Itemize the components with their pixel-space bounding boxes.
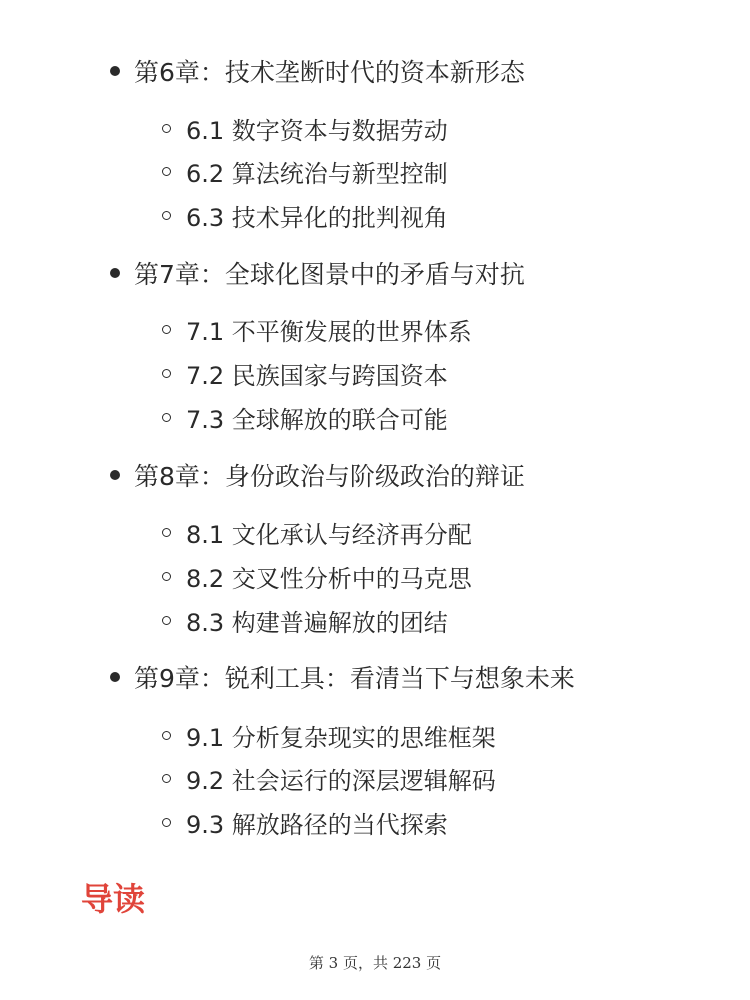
section-title: 7.2 民族国家与跨国资本 <box>186 361 448 390</box>
toc-section-9-3[interactable] <box>162 802 448 842</box>
bullet-icon <box>110 470 120 480</box>
toc-section-8-1[interactable] <box>162 512 472 552</box>
circle-bullet-icon <box>162 167 171 176</box>
bullet-icon <box>110 268 120 278</box>
section-title: 9.2 社会运行的深层逻辑解码 <box>186 766 496 795</box>
circle-bullet-icon <box>162 528 171 537</box>
chapter-title: 第6章：技术垄断时代的资本新形态 <box>134 58 525 87</box>
section-title: 9.1 分析复杂现实的思维框架 <box>186 723 496 752</box>
toc-section-8-3[interactable] <box>162 600 448 640</box>
toc-chapter-8[interactable] <box>110 455 525 495</box>
toc-section-9-2[interactable] <box>162 758 496 798</box>
toc-section-9-1[interactable] <box>162 715 496 755</box>
circle-bullet-icon <box>162 774 171 783</box>
toc-chapter-7[interactable] <box>110 253 525 293</box>
section-title: 8.3 构建普遍解放的团结 <box>186 608 448 637</box>
circle-bullet-icon <box>162 818 171 827</box>
circle-bullet-icon <box>162 616 171 625</box>
circle-bullet-icon <box>162 369 171 378</box>
circle-bullet-icon <box>162 731 171 740</box>
chapter-title: 第8章：身份政治与阶级政治的辩证 <box>134 462 525 491</box>
circle-bullet-icon <box>162 572 171 581</box>
section-title: 7.3 全球解放的联合可能 <box>186 405 448 434</box>
page-number: 第 3 页，共 223 页 <box>308 954 442 972</box>
chapter-title: 第9章：锐利工具：看清当下与想象未来 <box>134 664 575 693</box>
bullet-icon <box>110 672 120 682</box>
section-title: 6.1 数字资本与数据劳动 <box>186 116 448 145</box>
toc-section-6-3[interactable] <box>162 195 448 235</box>
toc-chapter-6[interactable] <box>110 51 525 91</box>
section-title: 9.3 解放路径的当代探索 <box>186 810 448 839</box>
section-title: 6.2 算法统治与新型控制 <box>186 159 448 188</box>
section-title: 8.1 文化承认与经济再分配 <box>186 520 472 549</box>
toc-section-6-2[interactable] <box>162 151 448 191</box>
toc-section-6-1[interactable] <box>162 108 448 148</box>
section-title: 8.2 交叉性分析中的马克思 <box>186 564 472 593</box>
section-title: 7.1 不平衡发展的世界体系 <box>186 317 472 346</box>
toc-section-7-3[interactable] <box>162 397 448 437</box>
section-title: 6.3 技术异化的批判视角 <box>186 203 448 232</box>
toc-section-7-2[interactable] <box>162 353 448 393</box>
circle-bullet-icon <box>162 124 171 133</box>
section-heading: 导读 <box>81 880 146 918</box>
toc-section-8-2[interactable] <box>162 556 472 596</box>
chapter-title: 第7章：全球化图景中的矛盾与对抗 <box>134 260 525 289</box>
bullet-icon <box>110 66 120 76</box>
circle-bullet-icon <box>162 325 171 334</box>
circle-bullet-icon <box>162 413 171 422</box>
circle-bullet-icon <box>162 211 171 220</box>
toc-section-7-1[interactable] <box>162 309 472 349</box>
toc-chapter-9[interactable] <box>110 657 575 697</box>
